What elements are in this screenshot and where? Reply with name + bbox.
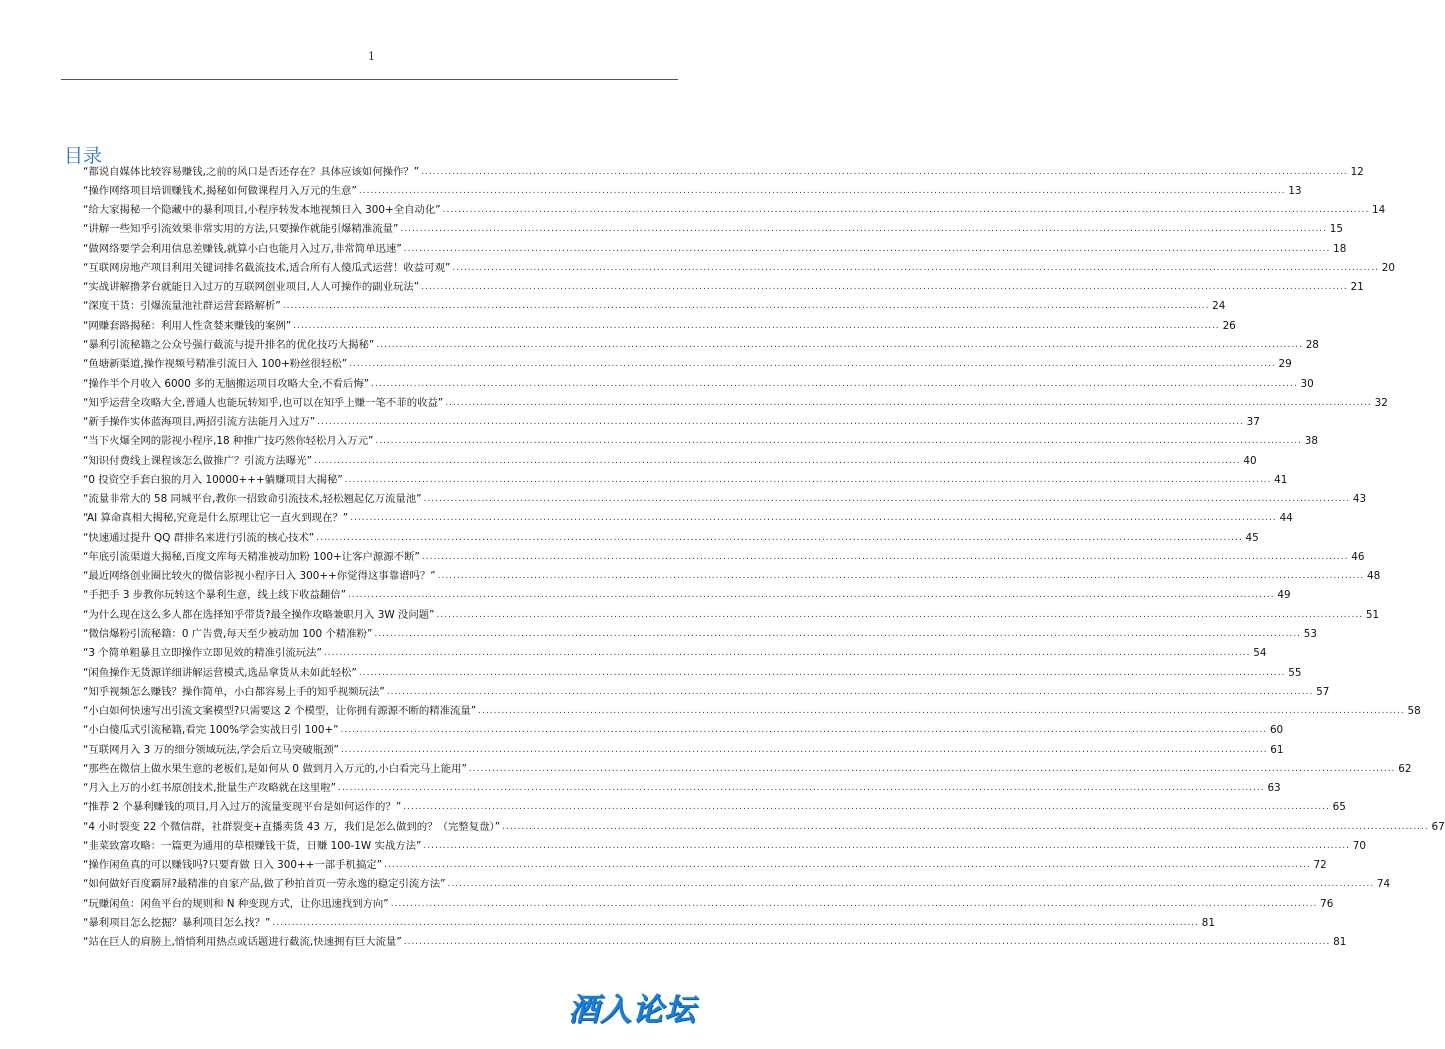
toc-entry-title: “当下火爆全网的影视小程序,18 种推广技巧然你轻松月入万元” bbox=[83, 435, 374, 448]
toc-leader-dots bbox=[404, 936, 1331, 948]
toc-entry-page: 26 bbox=[1222, 319, 1236, 332]
toc-entry-title: “知乎运营全攻略大全,普通人也能玩转知乎,也可以在知乎上赚一笔不菲的收益” bbox=[83, 396, 444, 409]
toc-entry-title: “站在巨人的肩膀上,悄悄利用热点或话题进行截流,快速拥有巨大流量” bbox=[83, 936, 402, 949]
toc-entry[interactable] bbox=[83, 258, 1395, 277]
header-rule bbox=[61, 79, 678, 80]
toc-entry-page: 12 bbox=[1350, 165, 1364, 178]
toc-entry[interactable] bbox=[83, 779, 1281, 798]
toc-leader-dots bbox=[387, 686, 1314, 698]
toc-entry-page: 81 bbox=[1333, 936, 1347, 949]
toc-entry-title: “最近网络创业圈比较火的微信影视小程序日入 300++你觉得这事靠谱吗？” bbox=[83, 570, 436, 583]
toc-entry[interactable] bbox=[83, 817, 1445, 836]
toc-entry[interactable] bbox=[83, 412, 1260, 431]
toc-entry-page: 38 bbox=[1304, 435, 1318, 448]
toc-entry-title: “3 个简单粗暴且立即操作立即见效的精准引流玩法” bbox=[83, 647, 322, 660]
toc-entry-page: 51 bbox=[1365, 608, 1380, 621]
toc-entry-page: 40 bbox=[1243, 454, 1257, 467]
toc-entry-page: 21 bbox=[1350, 281, 1364, 294]
toc-entry[interactable] bbox=[83, 682, 1330, 701]
toc-entry-title: “手把手 3 步教你玩转这个暴利生意，线上线下收益翻倍” bbox=[83, 589, 346, 602]
toc-entry[interactable] bbox=[83, 798, 1346, 817]
toc-leader-dots bbox=[376, 339, 1303, 351]
toc-leader-dots bbox=[384, 859, 1311, 871]
toc-entry-title: “网赚套路揭秘：利用人性贪婪来赚钱的案例” bbox=[83, 319, 292, 332]
toc-entry-page: 53 bbox=[1303, 628, 1318, 640]
toc-entry-page: 13 bbox=[1288, 184, 1302, 197]
toc-entry-title: “年底引流渠道大揭秘,百度文库每天精准被动加粉 100+让客户源源不断” bbox=[83, 550, 420, 563]
toc-entry-page: 54 bbox=[1253, 647, 1267, 660]
toc-entry-title: “玩赚闲鱼：闲鱼平台的规则和 N 种变现方式，让你迅速找到方向” bbox=[83, 897, 389, 910]
toc-entry[interactable] bbox=[83, 856, 1327, 875]
toc-entry-title: “那些在微信上做水果生意的老板们,是如何从 0 做到月入万元的,小白看完马上能用” bbox=[83, 762, 467, 775]
toc-entry[interactable] bbox=[83, 875, 1391, 894]
toc-title: 目录 bbox=[64, 144, 103, 167]
toc-leader-dots bbox=[341, 744, 1268, 756]
toc-entry[interactable] bbox=[83, 721, 1284, 740]
toc-leader-dots bbox=[404, 243, 1331, 255]
toc-entry[interactable] bbox=[83, 393, 1388, 412]
toc-entry[interactable] bbox=[83, 759, 1412, 778]
toc-leader-dots bbox=[400, 223, 1327, 235]
toc-entry-title: “闲鱼操作无货源详细讲解运营模式,选品拿货从未如此轻松” bbox=[83, 666, 357, 679]
toc-entry[interactable] bbox=[83, 432, 1318, 451]
toc-entry-page: 43 bbox=[1352, 493, 1367, 506]
toc-leader-dots bbox=[317, 416, 1244, 428]
toc-entry[interactable] bbox=[83, 836, 1366, 855]
toc-entry-page: 44 bbox=[1279, 512, 1293, 525]
toc-entry-page: 74 bbox=[1376, 878, 1391, 891]
toc-entry-page: 67 bbox=[1431, 820, 1445, 833]
toc-entry-title: “AI 算命真相大揭秘,究竟是什么原理让它一直火到现在？” bbox=[83, 512, 349, 525]
toc-entry-page: 29 bbox=[1278, 358, 1292, 371]
toc-entry[interactable] bbox=[83, 316, 1236, 335]
toc-leader-dots bbox=[283, 300, 1210, 312]
toc-leader-dots bbox=[403, 801, 1330, 813]
toc-entry-title: “新手操作实体蓝海项目,两招引流方法能月入过万” bbox=[83, 416, 316, 429]
toc-entry-page: 61 bbox=[1270, 743, 1284, 756]
toc-leader-dots bbox=[391, 898, 1318, 910]
toc-entry-title: “互联网房地产项目利用关键词排名截流技术,适合所有人傻瓜式运营！收益可观” bbox=[83, 261, 451, 274]
toc-entry[interactable] bbox=[83, 740, 1284, 759]
toc-entry[interactable] bbox=[83, 162, 1364, 181]
toc-entry-title: “操作闲鱼真的可以赚钱吗?只要育做 日入 300++一部手机搞定” bbox=[83, 859, 383, 872]
toc-entry-title: “小白傻瓜式引流秘籍,看完 100%学会实战日引 100+” bbox=[83, 724, 339, 737]
toc-leader-dots bbox=[350, 512, 1277, 524]
toc-entry[interactable] bbox=[83, 547, 1365, 566]
watermark-logo: 酒入论坛 bbox=[568, 992, 696, 1028]
toc-leader-dots bbox=[422, 551, 1349, 563]
toc-leader-dots bbox=[445, 397, 1372, 409]
toc-entry-title: “小白如何快速写出引流文案模型?只需要这 2 个模型，让你拥有源源不断的精准流量” bbox=[83, 705, 477, 718]
toc-entry[interactable] bbox=[83, 220, 1344, 239]
toc-entry[interactable] bbox=[83, 894, 1334, 913]
toc-entry[interactable] bbox=[83, 933, 1347, 952]
toc-leader-dots bbox=[348, 589, 1275, 601]
toc-entry-page: 15 bbox=[1329, 223, 1344, 236]
toc-entry[interactable] bbox=[83, 567, 1381, 586]
toc-entry-title: “微信爆粉引流秘籍：0 广告费,每天至少被动加 100 个精准粉” bbox=[83, 628, 373, 640]
toc-entry-title: “互联网月入 3 万的细分领域玩法,学会后立马突破瓶颈” bbox=[83, 743, 339, 756]
toc-entry-title: “深度干货：引爆流量池社群运营套路解析” bbox=[83, 300, 281, 313]
toc-entry-title: “暴利引流秘籍之公众号强行截流与提升排名的优化技巧大揭秘” bbox=[83, 339, 375, 352]
toc-entry[interactable] bbox=[83, 490, 1367, 509]
toc-entry-page: 60 bbox=[1269, 724, 1284, 737]
toc-leader-dots bbox=[349, 358, 1276, 370]
toc-leader-dots bbox=[502, 821, 1429, 833]
page-number: 1 bbox=[368, 50, 375, 63]
toc-entry-title: “快速通过提升 QQ 群排名来进行引流的核心技术” bbox=[83, 531, 315, 544]
toc-entry[interactable] bbox=[83, 297, 1226, 316]
toc-entry-page: 18 bbox=[1333, 242, 1347, 255]
toc-leader-dots bbox=[424, 493, 1351, 505]
toc-entry[interactable] bbox=[83, 913, 1216, 932]
toc-leader-dots bbox=[443, 204, 1370, 216]
toc-leader-dots bbox=[316, 532, 1243, 544]
toc-leader-dots bbox=[438, 570, 1365, 582]
toc-leader-dots bbox=[469, 763, 1396, 775]
toc-entry[interactable] bbox=[83, 644, 1267, 663]
toc-entry[interactable] bbox=[83, 624, 1318, 643]
toc-leader-dots bbox=[447, 878, 1374, 890]
toc-entry-page: 30 bbox=[1300, 377, 1314, 390]
toc-leader-dots bbox=[338, 782, 1265, 794]
toc-leader-dots bbox=[324, 647, 1251, 659]
toc-entry-page: 63 bbox=[1267, 782, 1281, 795]
toc-entry-page: 28 bbox=[1305, 339, 1319, 352]
toc-leader-dots bbox=[359, 667, 1286, 679]
toc-leader-dots bbox=[421, 281, 1348, 293]
toc-entry-page: 14 bbox=[1372, 204, 1386, 217]
toc-entry[interactable] bbox=[83, 509, 1293, 528]
toc-entry[interactable] bbox=[83, 586, 1291, 605]
toc-entry-title: “4 小时裂变 22 个微信群，社群裂变+直播卖货 43 万，我们是怎么做到的？（完整复盘）” bbox=[83, 820, 501, 833]
toc-leader-dots bbox=[421, 166, 1348, 178]
toc-entry[interactable] bbox=[83, 239, 1347, 258]
toc-entry-page: 57 bbox=[1316, 685, 1330, 698]
toc-entry-title: “讲解一些知乎引流效果非常实用的方法,只要操作就能引爆精准流量” bbox=[83, 223, 399, 236]
toc-entry[interactable] bbox=[83, 278, 1364, 297]
toc-entry-page: 70 bbox=[1352, 839, 1366, 852]
toc-entry-title: “操作半个月收入 6000 多的无脑搬运项目攻略大全,不看后悔” bbox=[83, 377, 370, 390]
toc-entry-page: 62 bbox=[1398, 762, 1412, 775]
toc-leader-dots bbox=[478, 705, 1405, 717]
toc-entry-page: 24 bbox=[1212, 300, 1226, 313]
toc-entry-title: “都说自媒体比较容易赚钱,之前的风口是否还存在？具体应该如何操作？” bbox=[83, 165, 420, 178]
toc-entry-title: “流量非常大的 58 同城平台,教你一招致命引流技术,轻松翘起亿万流量池” bbox=[83, 493, 422, 506]
toc-entry-title: “知乎视频怎么赚钱？操作简单，小白都容易上手的知乎视频玩法” bbox=[83, 685, 385, 698]
toc-entry-page: 46 bbox=[1351, 550, 1365, 563]
toc-entry[interactable] bbox=[83, 181, 1302, 200]
toc-entry-title: “韭菜致富攻略：一篇更为通用的草根赚钱干货，日赚 100-1W 实战方法” bbox=[83, 839, 422, 852]
toc-entry-page: 41 bbox=[1274, 473, 1288, 486]
toc-entry-title: “鱼塘新渠道,操作视频号精准引流日入 100+粉丝很轻松” bbox=[83, 358, 348, 371]
toc-entry-page: 32 bbox=[1374, 396, 1388, 409]
toc-leader-dots bbox=[293, 320, 1220, 332]
toc-leader-dots bbox=[374, 628, 1301, 640]
toc-entry[interactable] bbox=[83, 605, 1380, 624]
toc-entry[interactable] bbox=[83, 701, 1421, 720]
toc-leader-dots bbox=[359, 185, 1286, 197]
toc-entry-page: 58 bbox=[1407, 705, 1421, 718]
toc-entry[interactable] bbox=[83, 451, 1257, 470]
toc-leader-dots bbox=[272, 917, 1199, 929]
toc-entry-page: 81 bbox=[1201, 916, 1216, 929]
toc-entry[interactable] bbox=[83, 528, 1259, 547]
toc-entry[interactable] bbox=[83, 355, 1292, 374]
toc-entry-page: 37 bbox=[1246, 416, 1260, 429]
toc-entry-page: 20 bbox=[1381, 261, 1395, 274]
toc-entry-page: 65 bbox=[1332, 801, 1346, 814]
toc-entry-page: 76 bbox=[1320, 897, 1334, 910]
toc-leader-dots bbox=[314, 455, 1241, 467]
toc-leader-dots bbox=[452, 262, 1379, 274]
toc-entry-page: 45 bbox=[1245, 531, 1259, 544]
toc-leader-dots bbox=[423, 840, 1350, 852]
toc-entry-title: “实战讲解撸茅台就能日入过万的互联网创业项目,人人可操作的副业玩法” bbox=[83, 281, 420, 294]
toc-entry-title: “暴利项目怎么挖掘？暴利项目怎么找？” bbox=[83, 916, 271, 929]
toc-entry-title: “为什么现在这么多人都在选择知乎带货?最全操作攻略兼职月入 3W 没问题” bbox=[83, 608, 435, 621]
toc-entry-title: “0 投资空手套白狼的月入 10000+++躺赚项目大揭秘” bbox=[83, 473, 343, 486]
toc-entry-title: “操作网络项目培训赚钱术,揭秘如何做课程月入万元的生意” bbox=[83, 184, 357, 197]
toc-entry-title: “月入上万的小红书原创技术,批量生产攻略就在这里啦” bbox=[83, 782, 337, 795]
toc-entry-title: “给大家揭秘一个隐藏中的暴利项目,小程序转发本地视频日入 300+全自动化” bbox=[83, 204, 441, 217]
toc-leader-dots bbox=[437, 609, 1364, 621]
toc-leader-dots bbox=[345, 474, 1272, 486]
toc-leader-dots bbox=[375, 435, 1302, 447]
toc-entry[interactable] bbox=[83, 374, 1314, 393]
toc-entry-page: 55 bbox=[1288, 666, 1302, 679]
toc-entry-page: 72 bbox=[1313, 859, 1327, 872]
toc-leader-dots bbox=[341, 724, 1268, 736]
toc-entry-title: “做网络要学会利用信息差赚钱,就算小白也能月入过万,非常简单迅速” bbox=[83, 242, 402, 255]
toc-entry[interactable] bbox=[83, 335, 1319, 354]
toc-list bbox=[83, 162, 1445, 952]
toc-entry-title: “知识付费线上课程该怎么做推广？引流方法曝光” bbox=[83, 454, 312, 467]
toc-entry[interactable] bbox=[83, 201, 1386, 220]
toc-entry-title: “如何做好百度霸屏?最精准的自家产品,做了秒拍首页一劳永逸的稳定引流方法” bbox=[83, 878, 446, 891]
toc-entry[interactable] bbox=[83, 470, 1288, 489]
toc-entry[interactable] bbox=[83, 663, 1302, 682]
toc-entry-page: 48 bbox=[1367, 570, 1381, 583]
toc-entry-page: 49 bbox=[1277, 589, 1291, 602]
toc-leader-dots bbox=[371, 378, 1298, 390]
toc-entry-title: “推荐 2 个暴利赚钱的项目,月入过万的流量变现平台是如何运作的？” bbox=[83, 801, 402, 814]
